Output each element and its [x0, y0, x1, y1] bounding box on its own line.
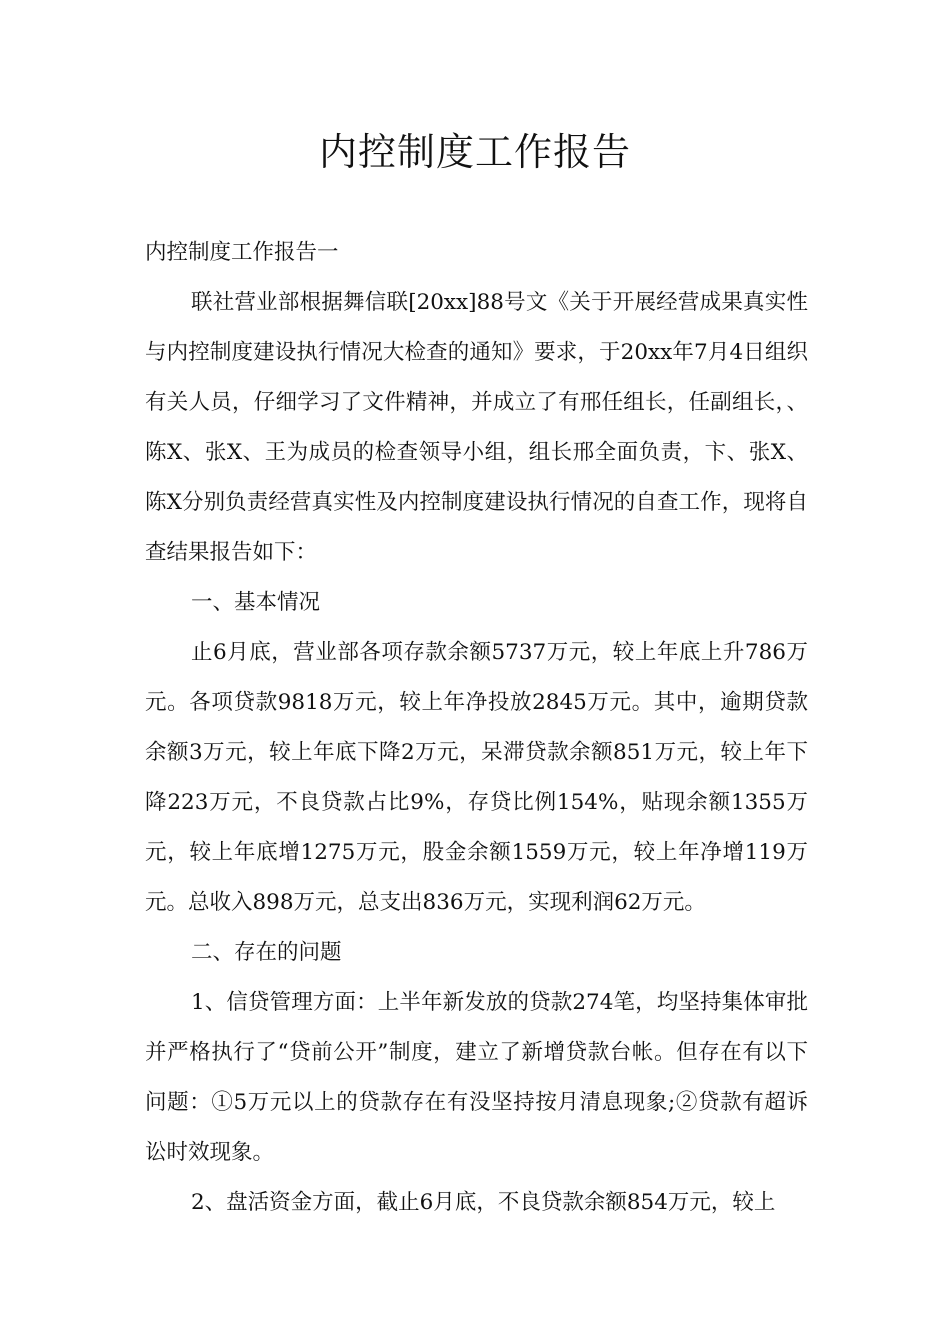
paragraph-subtitle: 内控制度工作报告一 — [145, 240, 339, 265]
paragraph-credit-management: 1、信贷管理方面：上半年新发放的贷款274笔，均坚持集体审批并严格执行了“贷前公开”制度，建立了新增贷款台帐。但存在有以下问题：①5万元以上的贷款存在有没坚持按月清息现象;②贷款有超诉讼时效现象。 — [145, 990, 808, 1165]
document-title: 内控制度工作报告 — [318, 130, 631, 174]
document-body — [145, 228, 808, 1228]
heading-existing-problems: 二、存在的问题 — [191, 940, 342, 965]
heading-basic-situation: 一、基本情况 — [191, 590, 321, 615]
paragraph-fund-revitalization: 2、盘活资金方面，截止6月底，不良贷款余额854万元，较上 — [191, 1190, 776, 1215]
paragraph-basic-situation: 止6月底，营业部各项存款余额5737万元，较上年底上升786万元。各项贷款9818万元，较上年净投放2845万元。其中，逾期贷款余额3万元，较上年底下降2万元，呆滞贷款余额851万元，较上年下降223万元，不良贷款占比9%，存贷比例154%，贴现余额1355万元，较上年底增1275万元，股金余额1559万元，较上年净增119万元。总收入898万元，总支出836万元，实现利润62万元。 — [145, 640, 808, 915]
paragraph-intro: 联社营业部根据舞信联[20xx]88号文《关于开展经营成果真实性与内控制度建设执行情况大检查的通知》要求，于20xx年7月4日组织有关人员，仔细学习了文件精神，并成立了有邢任组长，任副组长，、陈X、张X、王为成员的检查领导小组，组长邢全面负责，卞、张X、陈X分别负责经营真实性及内控制度建设执行情况的自查工作，现将自查结果报告如下： — [145, 290, 808, 565]
